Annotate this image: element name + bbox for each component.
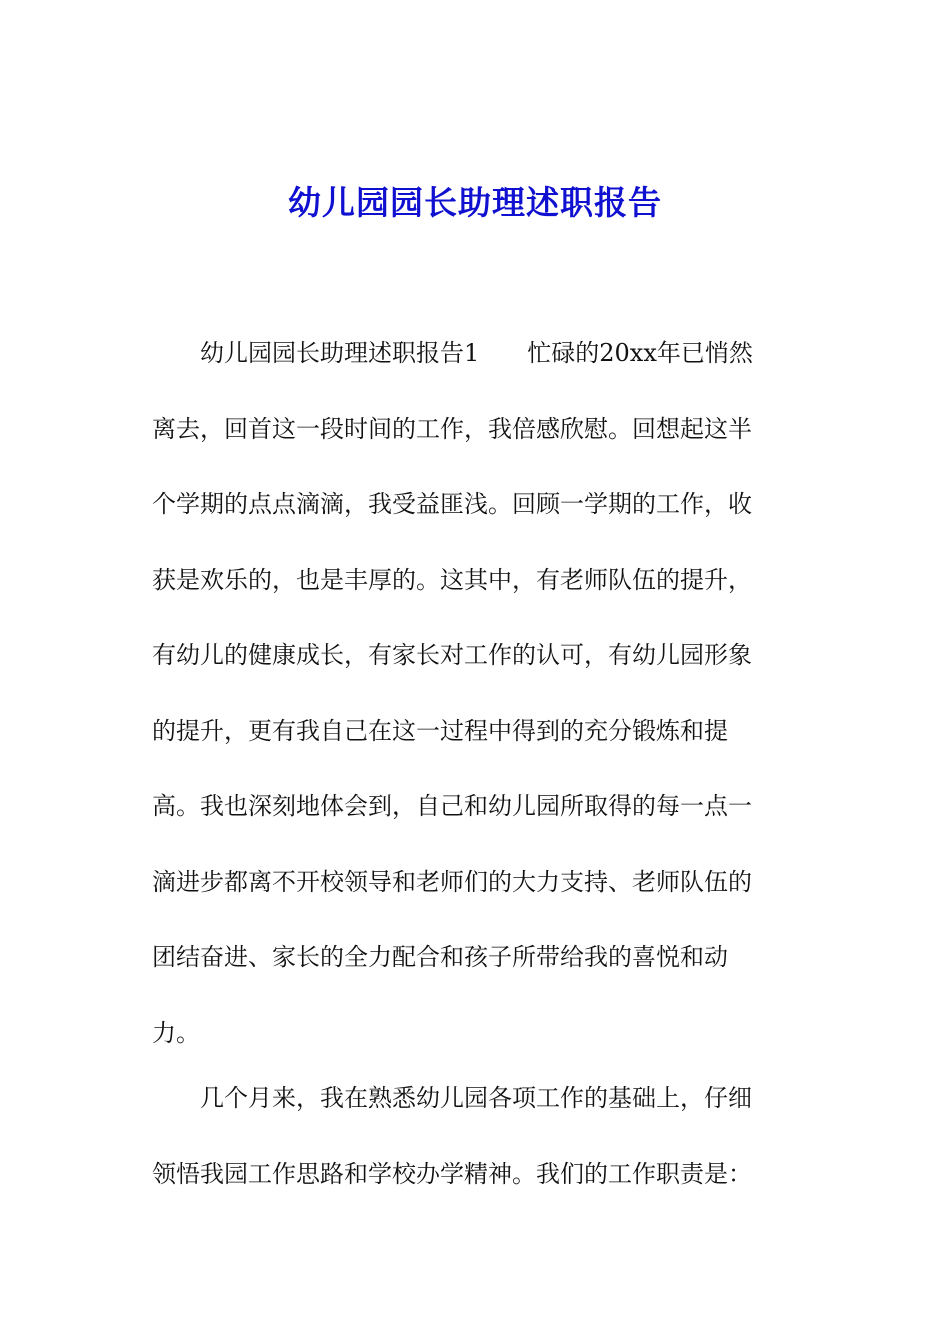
paragraph-line: 获是欢乐的，也是丰厚的。这其中，有老师队伍的提升，	[152, 565, 752, 594]
paragraph-line: 几个月来，我在熟悉幼儿园各项工作的基础上，仔细	[200, 1084, 752, 1112]
paragraph-line: 高。我也深刻地体会到，自己和幼儿园所取得的每一点一	[152, 792, 752, 820]
paragraph-line: 幼儿园园长助理述职报告1 忙碌的20xx年已悄然	[200, 339, 753, 367]
paragraph-line: 的提升，更有我自己在这一过程中得到的充分锻炼和提	[152, 716, 728, 745]
paragraph-line: 离去，回首这一段时间的工作，我倍感欣慰。回想起这半	[152, 414, 752, 443]
paragraph-2	[152, 1061, 792, 1212]
paragraph-line: 滴进步都离不开校领导和老师们的大力支持、老师队伍的	[152, 867, 752, 896]
paragraph-line: 力。	[152, 1018, 200, 1047]
paragraph-line: 有幼儿的健康成长，有家长对工作的认可，有幼儿园形象	[152, 641, 752, 669]
paragraph-line: 团结奋进、家长的全力配合和孩子所带给我的喜悦和动	[152, 943, 728, 971]
paragraph-line: 领悟我园工作思路和学校办学精神。我们的工作职责是：	[152, 1159, 752, 1188]
paragraph-line: 个学期的点点滴滴，我受益匪浅。回顾一学期的工作，收	[152, 490, 752, 518]
document-title: 幼儿园园长助理述职报告	[288, 183, 662, 222]
paragraph-1	[152, 316, 792, 1071]
